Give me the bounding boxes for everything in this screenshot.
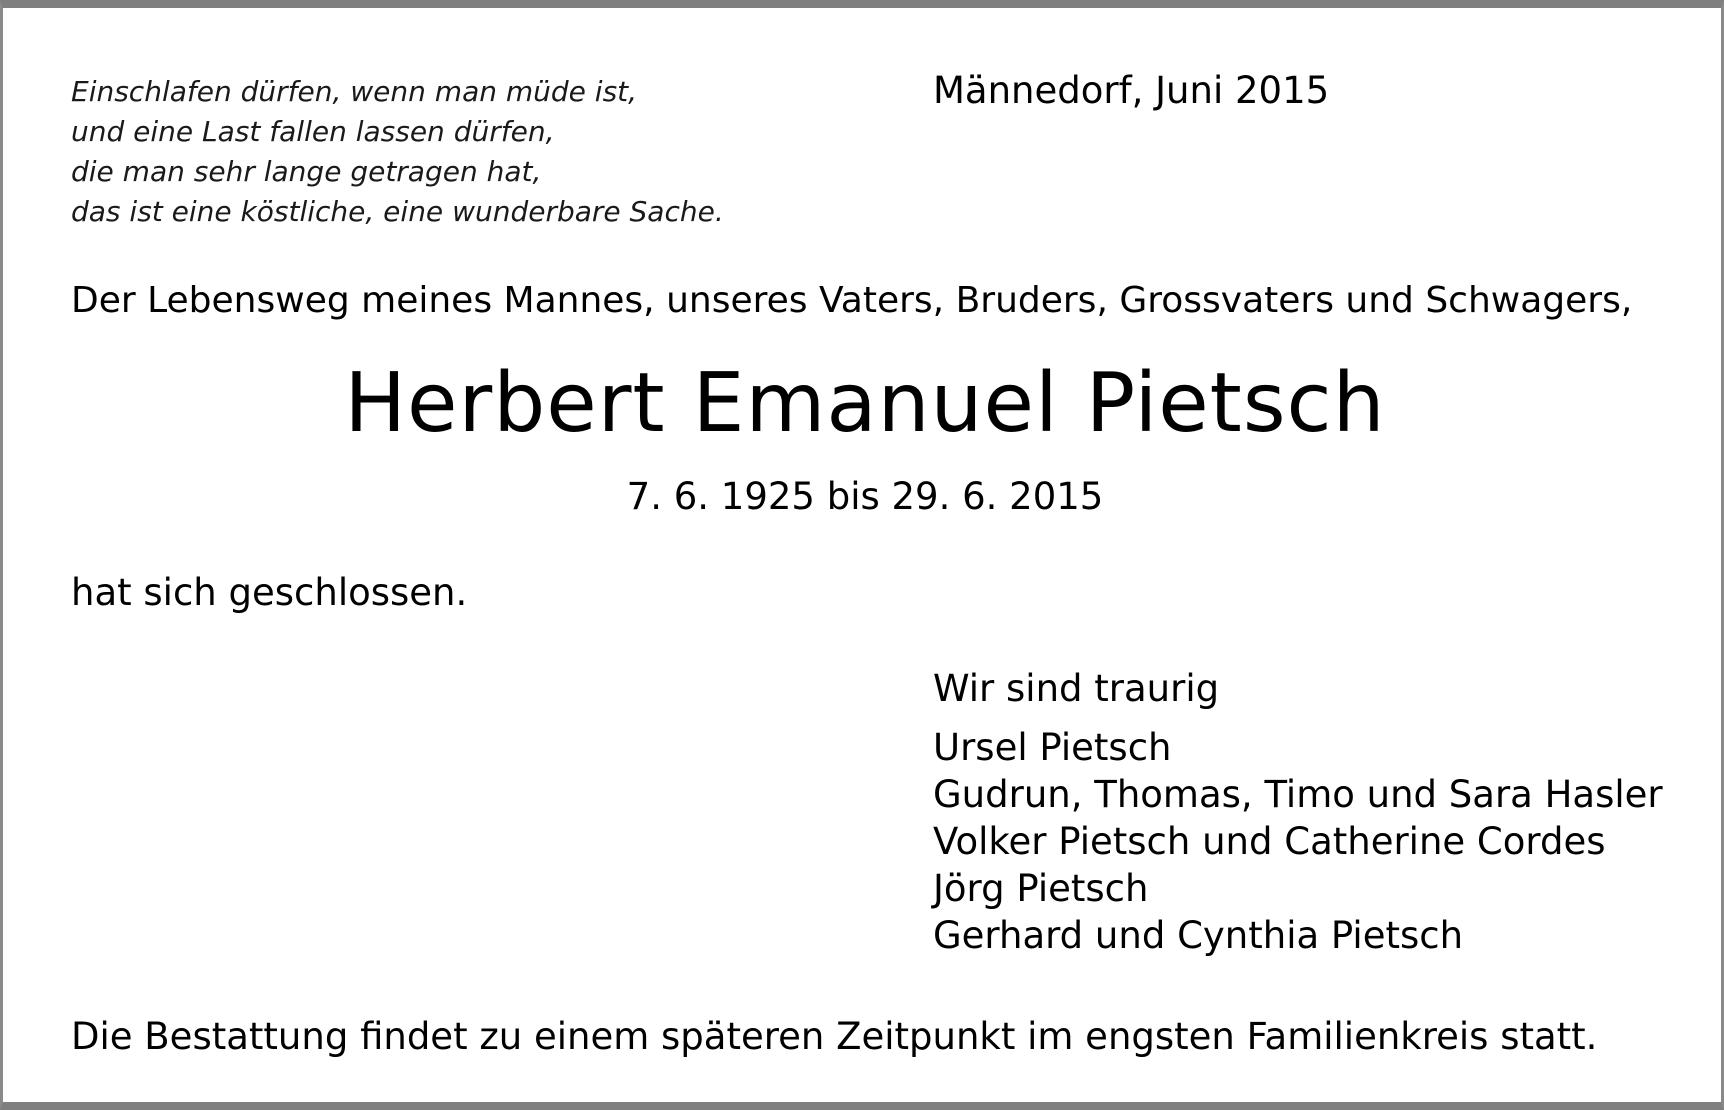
- closing-text: hat sich geschlossen.: [71, 571, 468, 614]
- place-date: Männedorf, Juni 2015: [933, 69, 1330, 112]
- mourner-name: Ursel Pietsch: [933, 726, 1172, 769]
- deceased-name: Herbert Emanuel Pietsch: [344, 356, 1386, 451]
- mourner-name: Jörg Pietsch: [933, 867, 1149, 910]
- motto-line: die man sehr lange getragen hat,: [71, 155, 542, 188]
- motto-line: Einschlafen dürfen, wenn man müde ist,: [71, 75, 638, 108]
- motto-line: und eine Last fallen lassen dürfen,: [71, 115, 555, 148]
- motto-line: das ist eine köstliche, eine wunderbare Sache.: [71, 195, 724, 228]
- mourner-name: Volker Pietsch und Catherine Cordes: [933, 820, 1606, 863]
- mourners-block: [933, 665, 1663, 959]
- intro-text: Der Lebensweg meines Mannes, unseres Vaters, Bruders, Grossvaters und Schwagers,: [71, 280, 1633, 321]
- mourners-lead: Wir sind traurig: [933, 667, 1220, 710]
- mourner-name: Gerhard und Cynthia Pietsch: [933, 914, 1464, 957]
- mourner-name: Gudrun, Thomas, Timo und Sara Hasler: [933, 773, 1663, 816]
- motto-quote: [71, 72, 724, 232]
- funeral-note: Die Bestattung findet zu einem späteren Zeitpunkt im engsten Familienkreis statt.: [71, 1015, 1598, 1058]
- life-dates: 7. 6. 1925 bis 29. 6. 2015: [626, 475, 1104, 518]
